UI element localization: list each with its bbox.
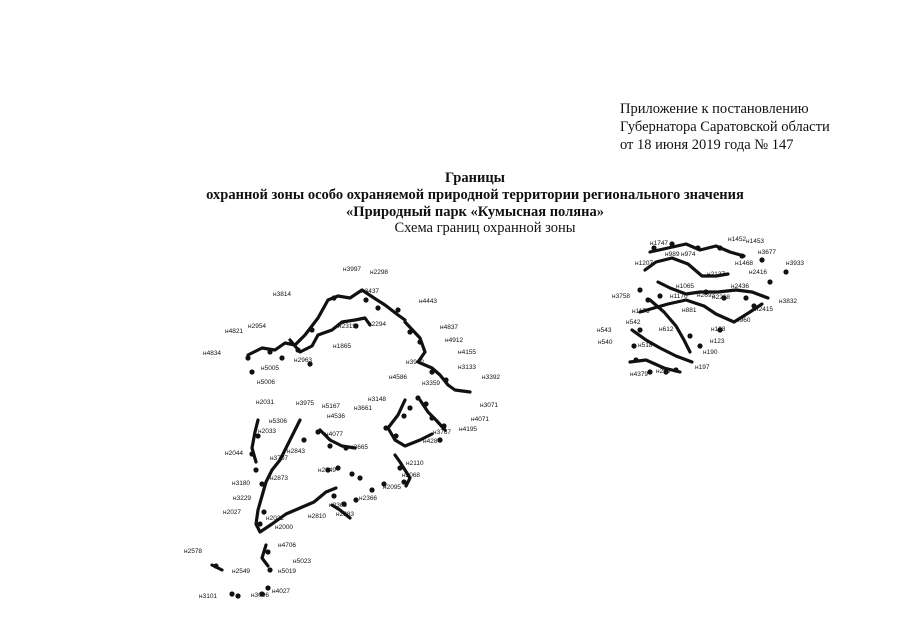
appendix-line-1: Приложение к постановлению [620,101,809,117]
boundary-point [415,395,420,400]
point-label: н2578 [184,548,203,555]
point-label: н540 [598,339,613,346]
boundary-point [717,245,722,250]
boundary-point [229,591,234,596]
point-label: н2436 [731,283,750,290]
point-label: н4837 [440,324,459,331]
boundary-point [257,521,262,526]
point-label: н2068 [402,472,421,479]
point-label: н4155 [458,349,477,356]
point-label: н2369 [329,502,348,509]
boundary-point [331,493,336,498]
point-label: н543 [597,327,612,334]
boundary-point [295,347,300,352]
point-label: н4071 [471,416,490,423]
boundary-point [353,497,358,502]
point-label: н269 [656,368,671,375]
point-label: н1453 [746,238,765,245]
point-label: н108 [711,326,726,333]
point-label: н542 [626,319,641,326]
boundary-point [261,509,266,514]
point-label: н3661 [354,405,373,412]
point-label: н3071 [480,402,499,409]
point-label: н3677 [758,249,777,256]
boundary-point [369,487,374,492]
point-label: н4027 [272,588,291,595]
point-label: н5019 [278,568,297,575]
point-label: н2873 [270,475,289,482]
point-label: н612 [659,326,674,333]
point-label: н5306 [269,418,288,425]
boundary-point [739,253,744,258]
point-label: н1468 [735,260,754,267]
boundary-point [265,549,270,554]
appendix-line-3: от 18 июня 2019 года № 147 [620,137,794,153]
point-label: н1747 [650,240,669,247]
boundary-point [259,481,264,486]
point-label: н2843 [287,448,306,455]
point-label: н3814 [273,291,292,298]
boundary-point [429,415,434,420]
point-label: н2137 [707,271,726,278]
point-label: н3933 [786,260,805,267]
boundary-point [631,343,636,348]
boundary-segment [262,545,268,566]
point-label: н2416 [749,269,768,276]
point-label: н3148 [368,396,387,403]
point-label: н1452 [728,236,747,243]
boundary-point [695,245,700,250]
boundary-point [759,257,764,262]
point-label: н2000 [275,524,294,531]
point-label: н3392 [482,374,501,381]
boundary-point [357,475,362,480]
point-label: н3180 [232,480,251,487]
boundary-point [397,465,402,470]
point-label: н2366 [359,495,378,502]
point-label: н123 [710,338,725,345]
point-label: н4443 [419,298,438,305]
boundary-point [647,369,652,374]
point-label: н960 [736,317,751,324]
point-label: н2693 [697,292,716,299]
boundary-point [331,295,336,300]
boundary-point [767,279,772,284]
point-label: н2044 [225,450,244,457]
point-label: н2294 [368,321,387,328]
boundary-point [375,305,380,310]
point-label: н3832 [779,298,798,305]
point-label: н4379 [630,371,649,378]
point-label: н3942 [406,359,425,366]
point-label: н518 [638,342,653,349]
point-label: н4706 [278,542,297,549]
boundary-point [673,367,678,372]
point-label: н2810 [308,513,327,520]
boundary-point [697,343,702,348]
point-label: н2110 [406,460,424,467]
boundary-point [401,413,406,418]
point-label: н2022 [266,515,285,522]
point-label: н190 [703,349,718,356]
point-label: н2033 [258,428,277,435]
point-label: н974 [681,251,696,258]
point-label: н5006 [257,379,276,386]
point-label: н3707 [270,455,289,462]
point-label: н881 [682,307,697,314]
point-label: н1170 [670,293,688,300]
point-label: н2549 [232,568,251,575]
boundary-point [393,433,398,438]
boundary-point [265,585,270,590]
point-label: н2031 [256,399,275,406]
point-label: н2268 [712,294,731,301]
scheme-subtitle: Схема границ охранной зоны [394,220,576,236]
point-label: н4195 [459,426,478,433]
boundary-point [363,297,368,302]
point-label: н5023 [293,558,312,565]
boundary-point [349,471,354,476]
boundary-point [687,333,692,338]
boundary-point [253,467,258,472]
boundary-point [645,297,650,302]
boundary-point [343,445,348,450]
point-label: н3758 [612,293,631,300]
point-label: н1207 [635,260,654,267]
point-label: н4586 [389,374,408,381]
boundary-point [245,355,250,360]
point-label: н2027 [223,509,242,516]
boundary-point [407,405,412,410]
boundary-point [429,369,434,374]
boundary-point [309,327,314,332]
boundary-point [213,563,218,568]
point-label: н4912 [445,337,464,344]
point-label: н1065 [676,283,695,290]
point-label: н2849 [318,467,337,474]
boundary-point [423,401,428,406]
point-label: н3787 [433,429,452,436]
boundary-point [441,423,446,428]
boundary-point [267,349,272,354]
point-label: н3101 [199,593,218,600]
boundary-point [669,241,674,246]
point-label: н1865 [333,343,352,350]
point-label: н4821 [225,328,244,335]
boundary-point [401,479,406,484]
point-label: н3359 [422,380,441,387]
point-label: н3997 [343,266,362,273]
point-label: н4536 [327,413,346,420]
point-label: н4077 [325,431,344,438]
boundary-point [443,377,448,382]
title-line-3: «Природный парк «Кумысная поляна» [346,204,604,220]
point-label: н3229 [233,495,252,502]
point-label: н5167 [322,403,341,410]
point-label: н4284 [423,438,442,445]
boundary-point [783,269,788,274]
boundary-point [633,357,638,362]
point-label: н2963 [294,357,313,364]
boundary-point [395,307,400,312]
boundary-point [301,437,306,442]
point-label: н2415 [755,306,774,313]
boundary-segment [290,318,370,352]
point-label: н3096 [251,592,270,599]
point-label: н1173 [632,308,650,315]
point-label: н3133 [458,364,477,371]
point-label: н4834 [203,350,222,357]
point-label: н2319 [338,323,357,330]
boundary-point [407,329,412,334]
title-line-1: Границы [444,170,505,186]
point-label: н989 [665,251,680,258]
boundary-point [315,429,320,434]
point-label: н3437 [361,288,380,295]
boundary-point [249,369,254,374]
point-label: н2095 [383,484,402,491]
point-label: н197 [695,364,710,371]
boundary-point [637,287,642,292]
boundary-point [637,327,642,332]
title-line-2: охранной зоны особо охраняемой природной территории регионального значения [206,187,744,203]
boundary-point [249,451,254,456]
point-label: н2298 [370,269,389,276]
point-label: н5005 [261,365,280,372]
point-label: н3665 [350,444,369,451]
boundary-point [417,339,422,344]
point-label: н2383 [336,511,355,518]
point-label: н2954 [248,323,267,330]
boundary-point [267,567,272,572]
boundary-point [279,355,284,360]
boundary-point [657,293,662,298]
boundary-point [743,295,748,300]
appendix-line-2: Губернатора Саратовской области [620,119,830,135]
boundary-point [327,443,332,448]
boundary-point [383,425,388,430]
point-label: н3975 [296,400,315,407]
boundary-point [335,465,340,470]
boundary-point [235,593,240,598]
